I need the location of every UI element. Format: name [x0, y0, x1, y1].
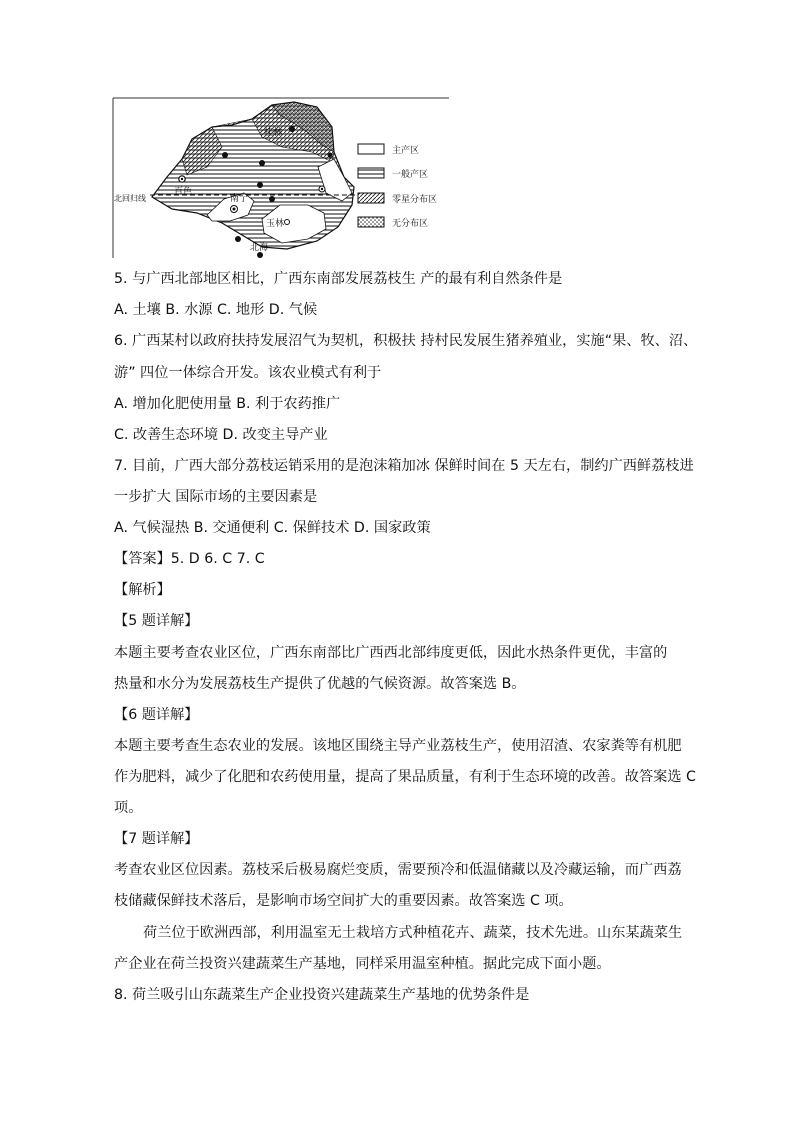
detail-6-line-2: 作为肥料，减少了化肥和农药使用量，提高了果品质量，有利于生态环境的改善。故答案选 C [114, 769, 696, 785]
q6-stem-line-1: 6. 广西某村以政府扶持发展沼气为契机，积极扶 持村民发展生猪养殖业，实施“果、牧、沼、 [114, 333, 698, 349]
map-label-guilin: 桂林 [264, 128, 283, 138]
legend-general: 一般产区 [392, 170, 429, 180]
map-label-nanning: 南宁 [230, 194, 249, 204]
answer-label: 【答案】 [114, 551, 171, 567]
q7-stem-line-1: 7. 目前，广西大部分荔枝运销采用的是泡沫箱加冰 保鲜时间在 5 天左右，制约广西鲜荔枝进 [114, 458, 694, 474]
answer-line [114, 550, 265, 568]
legend-sparse: 零星分布区 [392, 195, 438, 205]
q6-stem-line-2: 游” 四位一体综合开发。该农业模式有利于 [114, 365, 382, 381]
map-label-baise: 百色 [174, 187, 193, 197]
detail-6-line-3: 项。 [114, 800, 143, 816]
detail-5-title: 【5 题详解】 [114, 613, 199, 629]
q8-stem: 8. 荷兰吸引山东蔬菜生产企业投资兴建蔬菜生产基地的优势条件是 [114, 987, 530, 1003]
lychee-distribution-map [112, 97, 450, 259]
q5-options: A. 土壤 B. 水源 C. 地形 D. 气候 [114, 302, 318, 318]
map-label-beihai: 北海 [250, 243, 269, 253]
analysis-label: 【解析】 [114, 582, 171, 598]
detail-7-title: 【7 题详解】 [114, 831, 199, 847]
q5-stem: 5. 与广西北部地区相比，广西东南部发展荔枝生 产的最有利自然条件是 [114, 271, 563, 287]
map-label-yulin: 玉林 [266, 219, 285, 229]
q7-stem-line-2: 一步扩大 国际市场的主要因素是 [114, 489, 318, 505]
passage-line-1: 荷兰位于欧洲西部，利用温室无土栽培方式种植花卉、蔬菜，技术先进。山东某蔬菜生 [143, 925, 683, 941]
detail-6-title: 【6 题详解】 [114, 707, 199, 723]
q6-options-line-2: C. 改善生态环境 D. 改变主导产业 [114, 427, 328, 443]
map-label-tropic: 北回归线 [114, 194, 146, 203]
answer-text: 5. D 6. C 7. C [170, 551, 265, 567]
detail-5-line-2: 热量和水分为发展荔枝生产提供了优越的气候资源。故答案选 B。 [114, 676, 526, 692]
q6-options-line-1: A. 增加化肥使用量 B. 利于农药推广 [114, 396, 341, 412]
legend-main: 主产区 [392, 146, 420, 156]
detail-6-line-1: 本题主要考查生态农业的发展。该地区围绕主导产业荔枝生产，使用沼渣、农家粪等有机肥 [114, 738, 682, 754]
q7-options: A. 气候湿热 B. 交通便利 C. 保鲜技术 D. 国家政策 [114, 520, 431, 536]
detail-7-line-2: 枝储藏保鲜技术落后，是影响市场空间扩大的重要因素。故答案选 C 项。 [114, 893, 573, 909]
passage-line-2: 产企业在荷兰投资兴建蔬菜生产基地，同样采用温室种植。据此完成下面小题。 [114, 956, 611, 972]
detail-7-line-1: 考查农业区位因素。荔枝采后极易腐烂变质，需要预冷和低温储藏以及冷藏运输，而广西荔 [114, 862, 682, 878]
legend-none: 无分布区 [392, 219, 429, 229]
detail-5-line-1: 本题主要考查农业区位，广西东南部比广西西北部纬度更低，因此水热条件更优，丰富的 [114, 645, 668, 661]
